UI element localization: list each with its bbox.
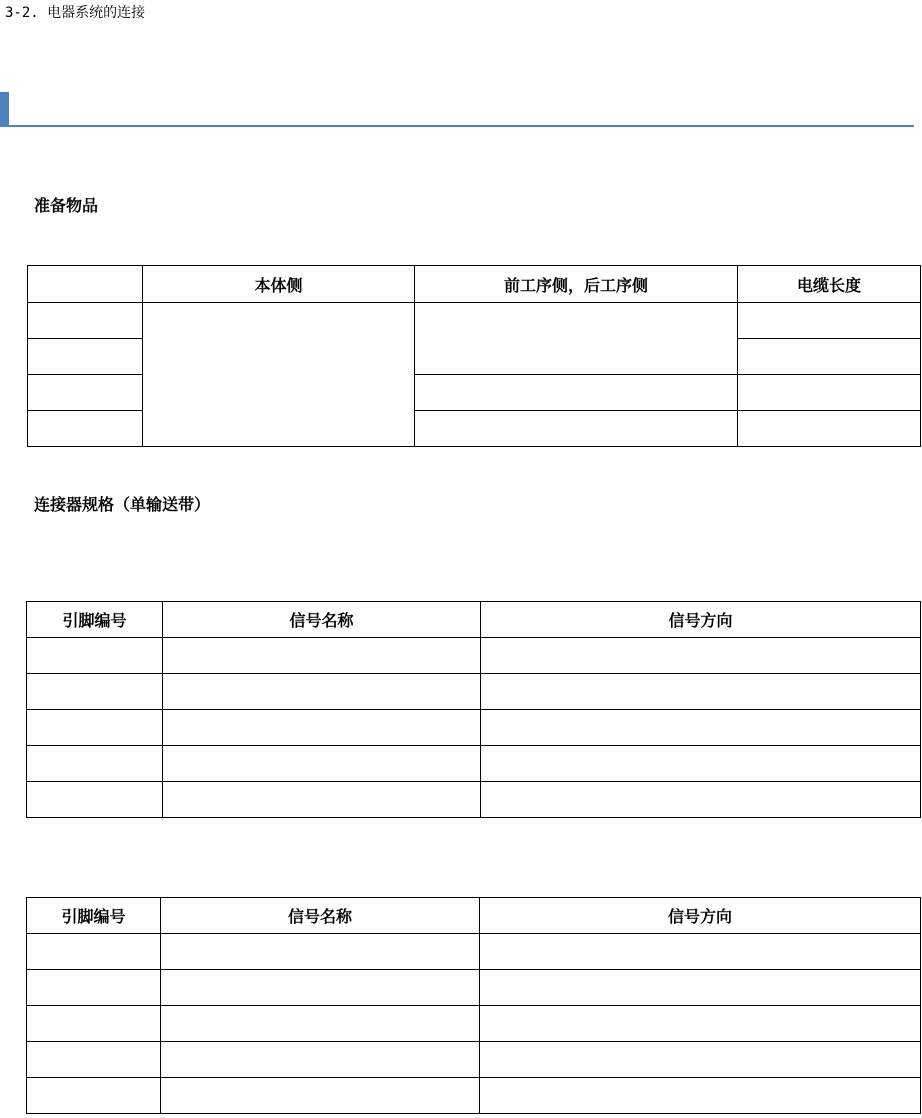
pin-header-number: 引脚编号 <box>27 602 163 638</box>
table-row <box>27 970 921 1006</box>
pin-header-signal-direction: 信号方向 <box>480 898 921 934</box>
table-cell <box>738 375 921 411</box>
table-cell <box>27 1006 161 1042</box>
pin-header-signal-name: 信号名称 <box>161 898 480 934</box>
table-cell <box>27 934 161 970</box>
table-cell <box>163 638 481 674</box>
table-cell <box>163 710 481 746</box>
table-cell <box>163 746 481 782</box>
table-header-row <box>28 266 921 303</box>
table-row <box>28 303 921 339</box>
table-cell <box>143 303 415 447</box>
prep-header-cable-length: 电缆长度 <box>738 266 921 303</box>
table-cell <box>480 1042 921 1078</box>
table-cell <box>27 970 161 1006</box>
table-cell <box>481 710 921 746</box>
table-cell <box>27 1078 161 1114</box>
table-cell <box>738 303 921 339</box>
table-row <box>27 746 921 782</box>
table-cell <box>28 339 143 375</box>
table-cell <box>481 782 921 818</box>
table-cell <box>480 934 921 970</box>
table-cell <box>480 970 921 1006</box>
table-cell <box>27 674 163 710</box>
pin-header-signal-direction: 信号方向 <box>481 602 921 638</box>
table-row <box>27 1006 921 1042</box>
table-row <box>27 934 921 970</box>
table-cell <box>161 1006 480 1042</box>
prep-header-process-side: 前工序侧，后工序侧 <box>415 266 738 303</box>
prep-label: 准备物品 <box>34 196 99 215</box>
section-accent <box>0 92 9 126</box>
section-divider <box>0 92 914 128</box>
table-cell <box>738 411 921 447</box>
table-cell <box>27 1042 161 1078</box>
pin-header-number: 引脚编号 <box>27 898 161 934</box>
table-row <box>27 1042 921 1078</box>
section-rule <box>0 125 914 127</box>
table-cell <box>27 710 163 746</box>
document-heading: 3-2. 电器系统的连接 <box>5 5 146 21</box>
table-row <box>27 674 921 710</box>
connector-label: 连接器规格（单输送带） <box>34 495 211 514</box>
table-cell <box>27 746 163 782</box>
table-cell <box>163 782 481 818</box>
table-cell <box>161 970 480 1006</box>
connector-pin-table-2 <box>26 897 921 1114</box>
table-cell <box>28 411 143 447</box>
table-cell <box>28 303 143 339</box>
table-cell <box>161 1078 480 1114</box>
table-row <box>27 782 921 818</box>
table-row <box>27 1078 921 1114</box>
table-cell <box>415 303 738 375</box>
prep-table <box>27 265 921 447</box>
table-cell <box>161 1042 480 1078</box>
table-row <box>27 710 921 746</box>
table-cell <box>481 638 921 674</box>
pin-header-signal-name: 信号名称 <box>163 602 481 638</box>
table-header-row <box>27 602 921 638</box>
table-cell <box>415 375 738 411</box>
table-cell <box>161 934 480 970</box>
table-cell <box>27 638 163 674</box>
table-cell <box>480 1078 921 1114</box>
table-cell <box>481 674 921 710</box>
table-cell <box>28 375 143 411</box>
table-cell <box>27 782 163 818</box>
table-cell <box>481 746 921 782</box>
table-cell <box>738 339 921 375</box>
prep-header-body-side: 本体侧 <box>143 266 415 303</box>
table-cell <box>163 674 481 710</box>
table-header-row <box>27 898 921 934</box>
table-cell <box>480 1006 921 1042</box>
table-row <box>27 638 921 674</box>
table-cell <box>415 411 738 447</box>
prep-header-blank <box>28 266 143 303</box>
connector-pin-table <box>26 601 921 818</box>
